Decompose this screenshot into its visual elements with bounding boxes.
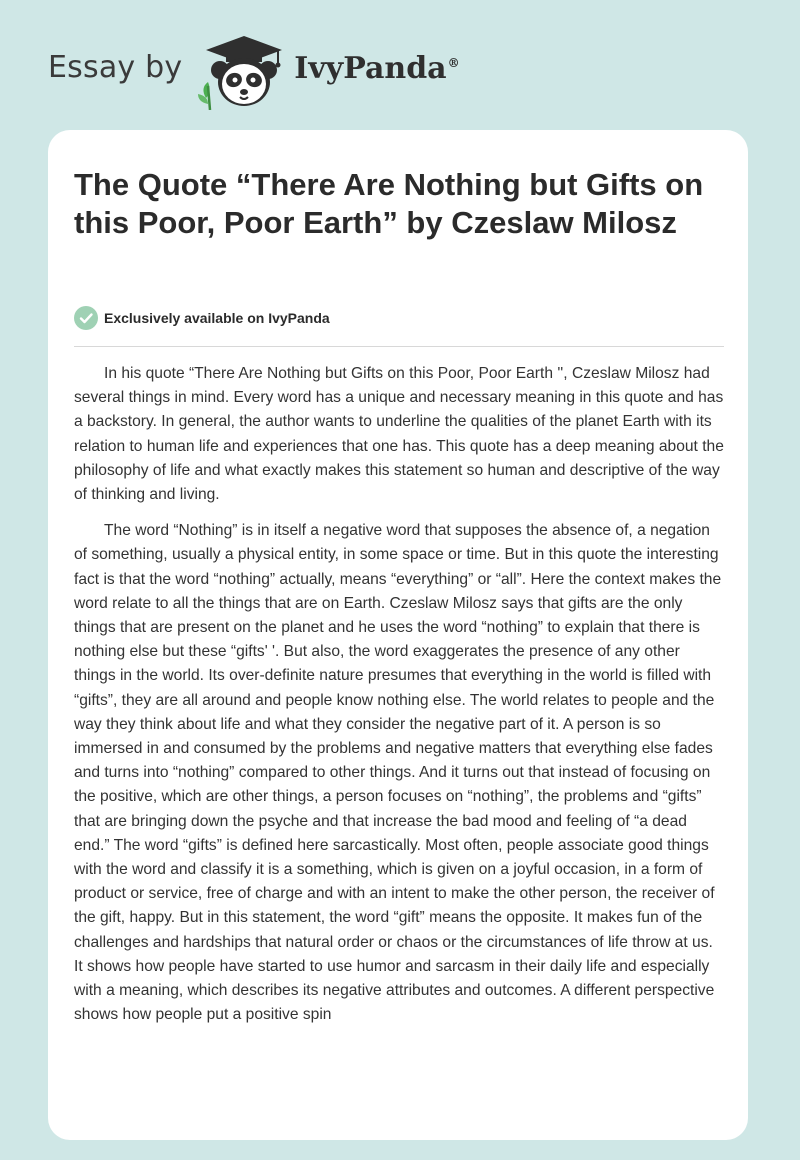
paragraph: In his quote “There Are Nothing but Gifts on this Poor, Poor Earth '', Czeslaw Milosz had several things in mind. Every word has a unique and necessary meaning in this quote and has a backstory. In general, the author wants to underline the qualities of the planet Earth with its relation to human life and experiences that one has. This quote has a deep meaning about the philosophy of life and what exactly makes this statement so human and descriptive of the way of thinking and living. <box>74 365 724 504</box>
brand-name[interactable] <box>294 51 459 86</box>
site-header <box>48 30 460 110</box>
essay-title: The Quote “There Are Nothing but Gifts on this Poor, Poor Earth” by Czeslaw Milosz <box>74 167 704 240</box>
exclusive-badge <box>74 306 330 330</box>
paragraph: The word “Nothing” is in itself a negative word that supposes the absence of, a negation of something, usually a physical entity, in some space or time. But in this quote the interesting fact is that the word “nothing” actually, means “everything” or “all”. Here the context makes the word relate to all the things that are on Earth. Czeslaw Milosz says that gifts are the only things that are present on the planet and he uses the word “nothing” to explain that there is nothing else but these “gifts' '. But also, the word exaggerates the presence of any other things in the world. Its over-definite nature presumes that everything in the world is filled with “gifts”, they are all around and people know nothing else. The world relates to people and the way they think about life and what they consider the negative part of it. A person is so immersed in and consumed by the problems and negative matters that everything else fades and turns into “nothing” compared to other things. And it turns out that instead of focusing on the positive, which are other things, a person focuses on “nothing”, the problems and “gifts” that are bringing down the psyche and that increase the bad mood and feeling of “a dead end.” The word “gifts” is defined here sarcastically. Most often, people associate good things with the word and classify it is a something, which is given on a joyful occasion, in a form of product or service, free of charge and with an intent to make the other person, the receiver of the gift, happy. But in this statement, the word “gift” means the opposite. It makes fun of the challenges and hardships that natural order or chaos or the circumstances of life throw at us. It shows how people have started to use humor and sarcasm in their daily life and especially with a meaning, which describes its negative attributes and outcomes. A different perspective shows how people put a positive spin <box>74 522 722 1024</box>
check-circle-icon <box>74 306 98 330</box>
exclusive-label: Exclusively available on IvyPanda <box>104 310 330 326</box>
panda-graduate-icon[interactable] <box>196 30 288 110</box>
essay-body <box>74 362 724 1039</box>
essay-card <box>48 130 748 1140</box>
divider <box>74 346 724 347</box>
trademark-symbol: ® <box>447 55 460 70</box>
brand-text: IvyPanda <box>294 50 447 86</box>
essay-by-label: Essay by <box>48 49 183 85</box>
